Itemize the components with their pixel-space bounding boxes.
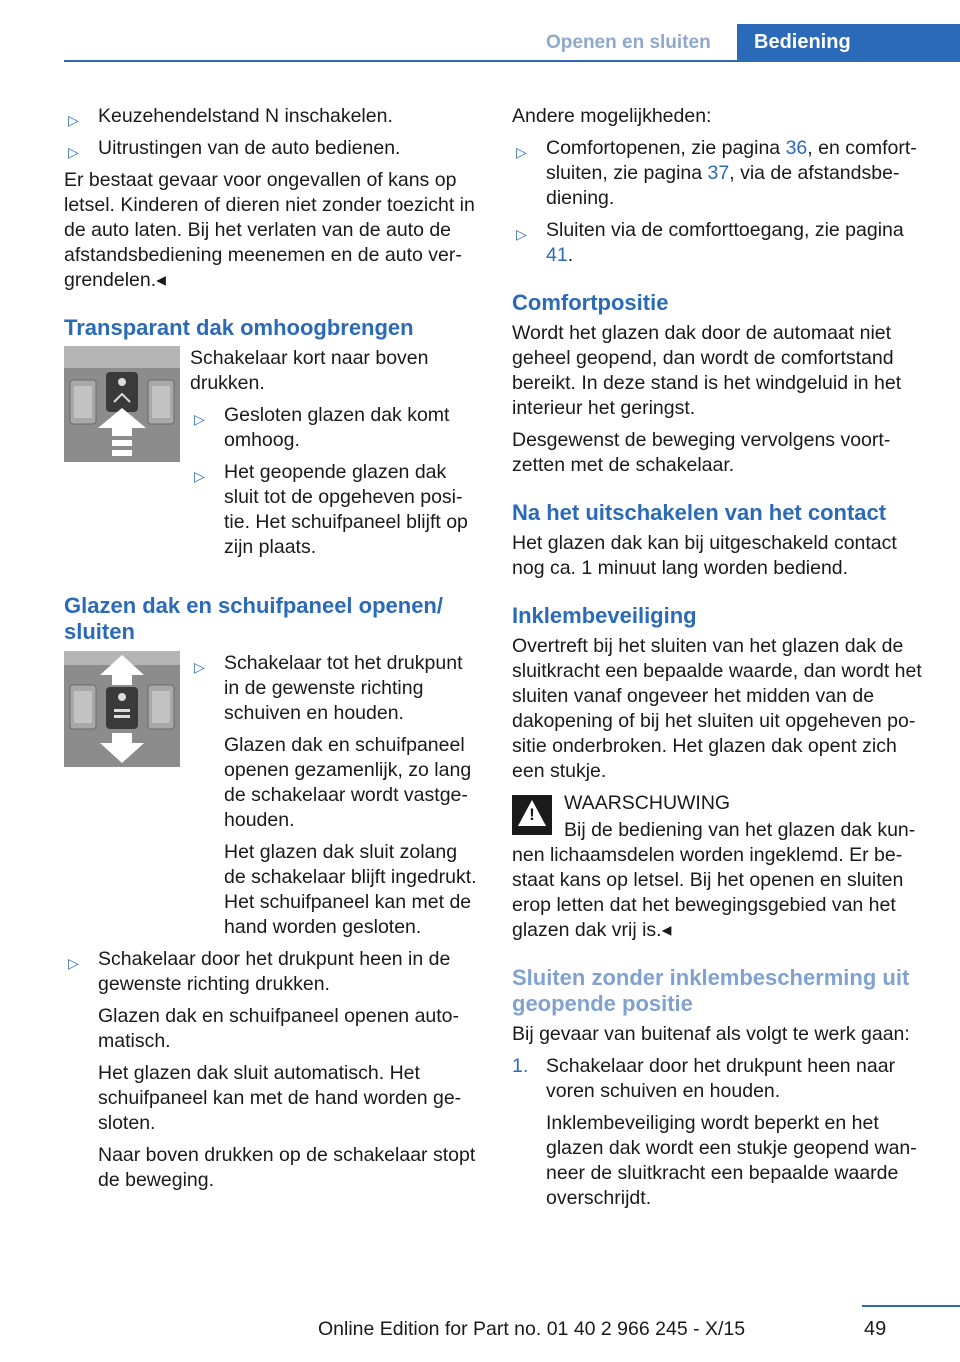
section-heading-raise-roof: Transparant dak omhoogbrengen <box>64 315 414 340</box>
section-heading-pinch-protection: Inklembeveiliging <box>512 603 697 628</box>
footer-rule <box>862 1305 960 1307</box>
section-heading-close-without-protection: Sluiten zonder inklembescherming uit geopende positie <box>512 965 910 1016</box>
list-item: 1. Schakelaar door het drukpunt heen naar voren schuiven en houden. <box>512 1055 896 1102</box>
section-heading-after-ignition: Na het uitschakelen van het contact <box>512 500 887 525</box>
list-item: ▷ Keuzehendelstand N inschakelen. <box>64 104 480 129</box>
roof-switch-slide-icon <box>64 651 180 767</box>
triangle-bullet-icon: ▷ <box>194 659 205 675</box>
triangle-bullet-icon: ▷ <box>68 112 79 128</box>
triangle-bullet-icon: ▷ <box>516 226 527 242</box>
section-heading-open-close: Glazen dak en schuifpaneel openen/ sluiten <box>64 593 443 644</box>
list-item: ▷ Gesloten glazen dak komt omhoog. <box>194 404 450 451</box>
page-link-41[interactable]: 41 <box>546 244 568 266</box>
list-item: ▷ Sluiten via de comforttoegang, zie pagina 41. <box>516 219 904 266</box>
list-item: ▷ Schakelaar tot het drukpunt in de gewenste richting schuiven en houden. <box>194 652 463 724</box>
triangle-bullet-icon: ▷ <box>516 144 527 160</box>
header-rule <box>64 60 960 62</box>
warning-paragraph: Er bestaat gevaar voor ongevallen of kans op letsel. Kinderen of dieren niet zonder toezicht in de auto laten. Bij het verlaten van de auto de afstandsbediening meenemen en de auto vergrendelen.◂ <box>64 169 475 291</box>
warning-triangle-icon: ! <box>512 795 552 835</box>
list-item: ▷ Schakelaar door het drukpunt heen in de gewenste richting drukken. <box>68 948 451 995</box>
page-link-36[interactable]: 36 <box>785 137 808 159</box>
list-item: ▷ Het geopende glazen dak sluit tot de opgeheven positie. Het schuifpaneel blijft op zijn plaats. <box>194 461 468 558</box>
section-heading-comfort: Comfortpositie <box>512 290 669 315</box>
list-item: ▷ Comfortopenen, zie pagina 36, en comfortsluiten, zie pagina 37, via de afstandsbediening. <box>516 137 917 209</box>
list-item: ▷ Uitrustingen van de auto bedienen. <box>64 136 480 161</box>
triangle-bullet-icon: ▷ <box>68 144 79 160</box>
open-close-block: ▷ Schakelaar tot het drukpunt in de gewenste richting schuiven en houden. Glazen dak en schuifpaneel openen gezamenlijk, zo lang de schakelaar wordt vastgehouden. Het glazen dak sluit zolang de schakelaar blijft ingedrukt. Het schuifpaneel kan met de hand worden gesloten. <box>64 651 480 947</box>
switch-slide-illustration <box>64 651 180 767</box>
left-column: ▷ Keuzehendelstand N inschakelen. ▷ Uitrustingen van de auto bedienen. Er bestaat gevaar voor ongevallen of kans op letsel. Kinderen of dieren niet zonder toezicht in de auto laten. Bij het verlaten van de auto de afstandsbediening meenemen en de auto vergrendelen.◂ Transparant dak omhoogbrengen Schakelaar kort naar boven drukken. ▷ Gesloten glazen dak komt omhoog. ▷ Het geopende glazen dak sluit tot de opgeheven positie. Het schuifpaneel blijft op zijn plaats. Glazen dak en schuifpaneel openen/ sluiten ▷ Schakelaar tot het drukpunt in de gewenste richting schuiven en houden. Glazen dak en schuifpaneel openen gezamenlijk, zo lang de schakelaar wordt vastgehouden. Het glazen dak sluit zolang de schakelaar blijft ingedrukt. Het schuifpaneel kan met de hand worden gesloten. ▷ Schakelaar door het drukpunt heen in de gewenste richting drukken. Glazen dak en schuifpaneel openen automatisch. Het glazen dak sluit automatisch. Het schuifpaneel kan met de hand worden gesloten. Naar boven drukken op de schakelaar stopt de beweging. <box>64 104 480 1200</box>
header-section-title: Openen en sluiten <box>546 32 711 53</box>
roof-switch-up-icon <box>64 346 180 462</box>
header-chapter-tab: Bediening <box>737 24 960 61</box>
footer-edition: Online Edition for Part no. 01 40 2 966 245 - X/15 <box>318 1318 746 1340</box>
right-column: Andere mogelijkheden: ▷ Comfortopenen, zie pagina 36, en comfortsluiten, zie pagina 37, via de afstandsbediening. ▷ Sluiten via de comforttoegang, zie pagina 41. Comfortpositie Wordt het glazen dak door de automaat niet geheel geopend, dan wordt de comfortstand bereikt. In deze stand is het windgeluid in het interieur het geringst. Desgewenst de beweging vervolgens voortzetten met de schakelaar. Na het uitschakelen van het contact Het glazen dak kan bij uitgeschakeld contact nog ca. 1 minuut lang worden bediend. Inklembeveiliging Overtreft bij het sluiten van het glazen dak de sluitkracht een bepaalde waarde, dan wordt het sluiten vanaf ongeveer het midden van de dakopening of bij het sluiten uit opgeheven positie onderbroken. Het glazen dak opent zich een stukje. ! WAARSCHUWING Bij de bediening van het glazen dak kunnen lichaamsdelen worden ingeklemd. Er bestaat kans op letsel. Bij het openen en sluiten erop letten dat het bewegingsgebied van het glazen dak vrij is.◂ Sluiten zonder inklembescherming uit geopende positie Bij gevaar van buitenaf als volgt te werk gaan: 1. Schakelaar door het drukpunt heen naar voren schuiven en houden. Inklembeveiliging wordt beperkt en het glazen dak wordt een stukje geopend wanneer de sluitkracht een bepaalde waarde overschrijdt. <box>512 104 930 1218</box>
other-options-label: Andere mogelijkheden: <box>512 105 712 127</box>
raise-roof-block <box>64 346 480 567</box>
warning-label: WAARSCHUWING <box>564 792 731 814</box>
raise-roof-intro: Schakelaar kort naar boven drukken. <box>190 347 429 394</box>
warning-box <box>512 791 930 824</box>
triangle-bullet-icon: ▷ <box>194 411 205 427</box>
triangle-bullet-icon: ▷ <box>194 468 205 484</box>
triangle-bullet-icon: ▷ <box>68 955 79 971</box>
page-header <box>0 0 960 62</box>
switch-raise-illustration <box>64 346 180 462</box>
page-number: 49 <box>864 1318 887 1340</box>
step-number: 1. <box>512 1055 529 1077</box>
page-link-37[interactable]: 37 <box>707 162 730 184</box>
warning-text: Bij de bediening van het glazen dak kunnen lichaamsdelen worden ingeklemd. Er bestaat kans op letsel. Bij het openen en sluiten erop letten dat het bewegingsgebied van het glazen dak vrij is.◂ <box>512 819 916 941</box>
